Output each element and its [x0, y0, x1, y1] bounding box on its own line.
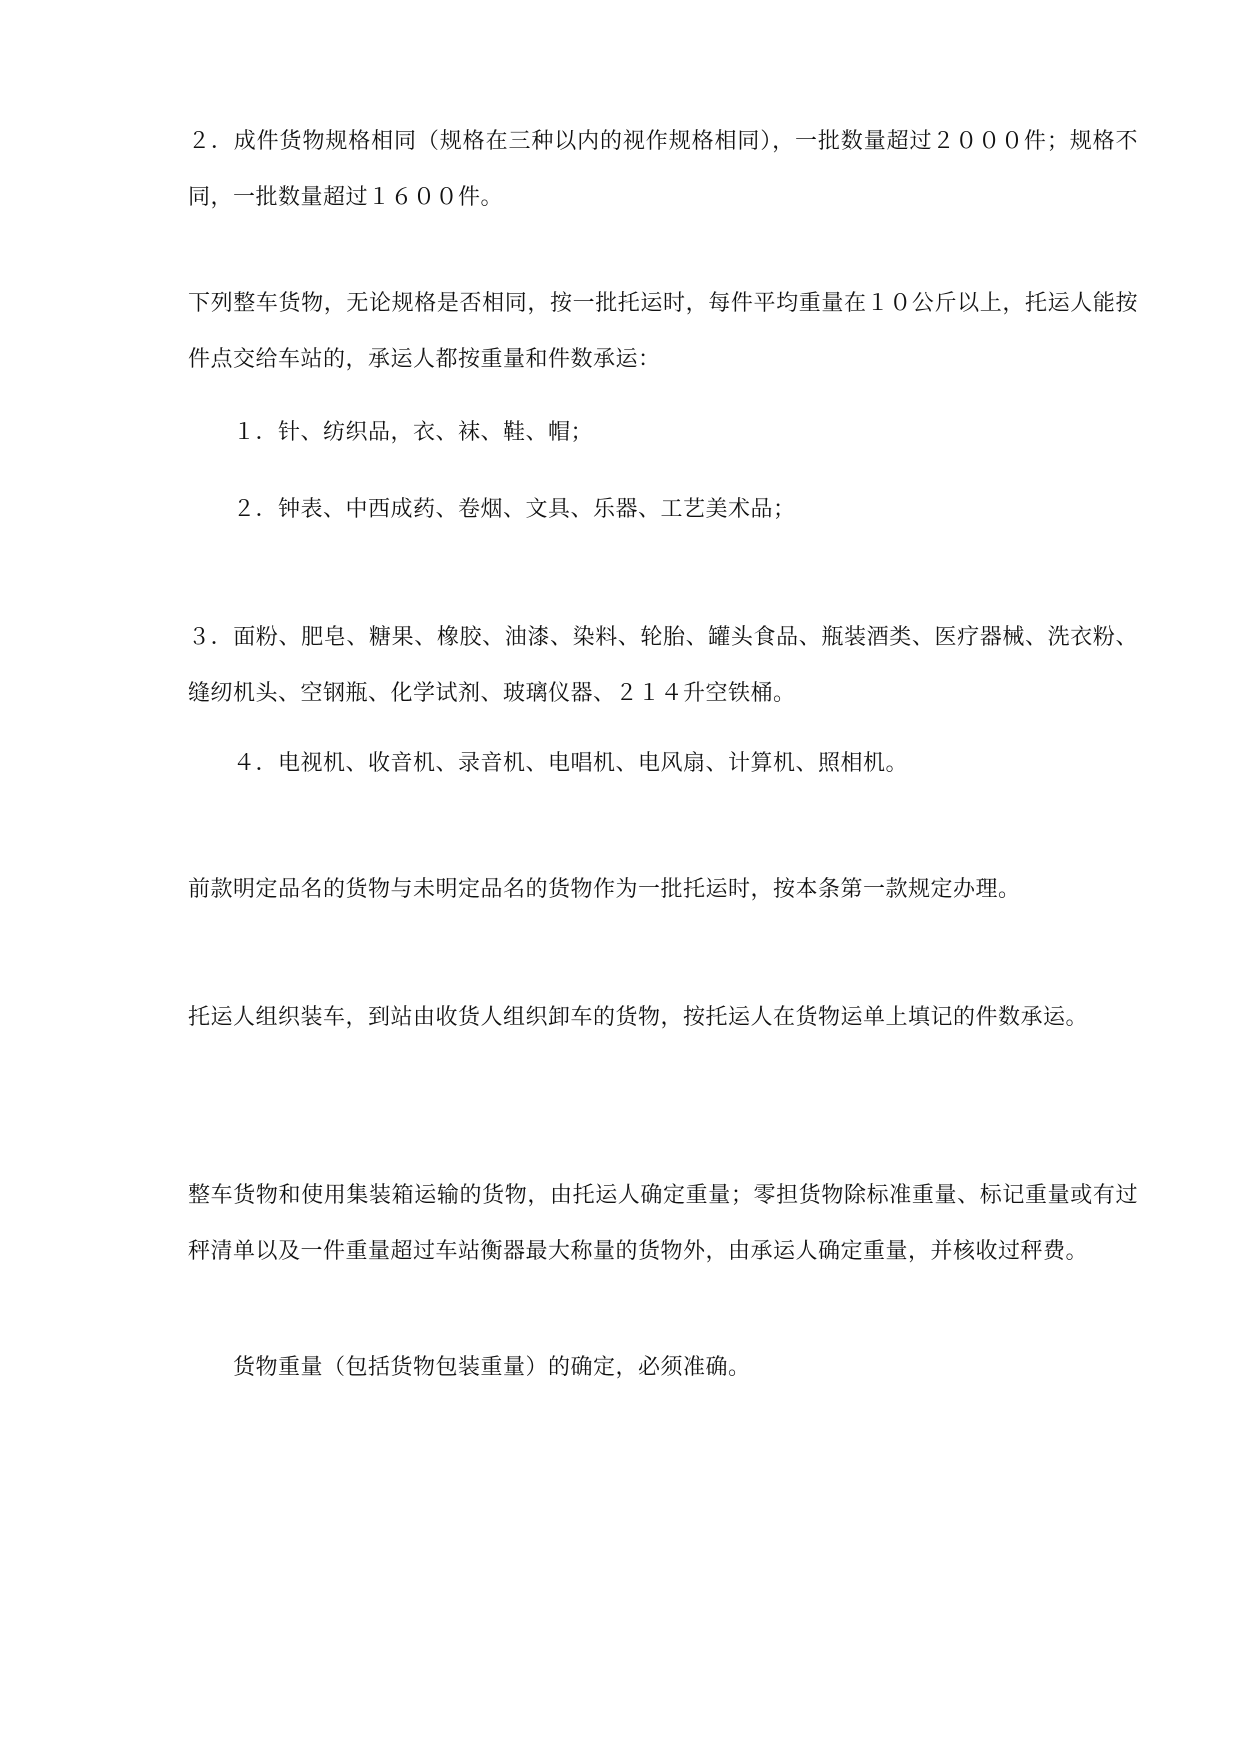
paragraph-weight-accuracy: 货物重量（包括货物包装重量）的确定，必须准确。: [233, 1355, 751, 1380]
paragraph-item-2-quantity: ２．成件货物规格相同（规格在三种以内的视作规格相同），一批数量超过２０００件；规格不同，一批数量超过１６００件。: [188, 129, 1138, 210]
paragraph-weight-determination: 整车货物和使用集装箱运输的货物，由托运人确定重量；零担货物除标准重量、标记重量或有过秤清单以及一件重量超过车站衡器最大称量的货物外，由承运人确定重量，并核收过秤费。: [188, 1183, 1138, 1264]
paragraph-whole-car-goods: 下列整车货物，无论规格是否相同，按一批托运时，每件平均重量在１０公斤以上，托运人能按件点交给车站的，承运人都按重量和件数承运：: [188, 291, 1138, 372]
list-item-2: ２．钟表、中西成药、卷烟、文具、乐器、工艺美术品；: [233, 497, 796, 522]
paragraph-named-goods: 前款明定品名的货物与未明定品名的货物作为一批托运时，按本条第一款规定办理。: [188, 877, 1021, 902]
paragraph-loading: 托运人组织装车，到站由收货人组织卸车的货物，按托运人在货物运单上填记的件数承运。: [188, 1005, 1089, 1030]
list-item-4: ４．电视机、收音机、录音机、电唱机、电风扇、计算机、照相机。: [233, 751, 909, 776]
list-item-1: １．针、纺织品，衣、袜、鞋、帽；: [233, 420, 594, 445]
list-item-3: ３．面粉、肥皂、糖果、橡胶、油漆、染料、轮胎、罐头食品、瓶装酒类、医疗器械、洗衣粉、缝纫机头、空钢瓶、化学试剂、玻璃仪器、２１４升空铁桶。: [188, 625, 1138, 706]
